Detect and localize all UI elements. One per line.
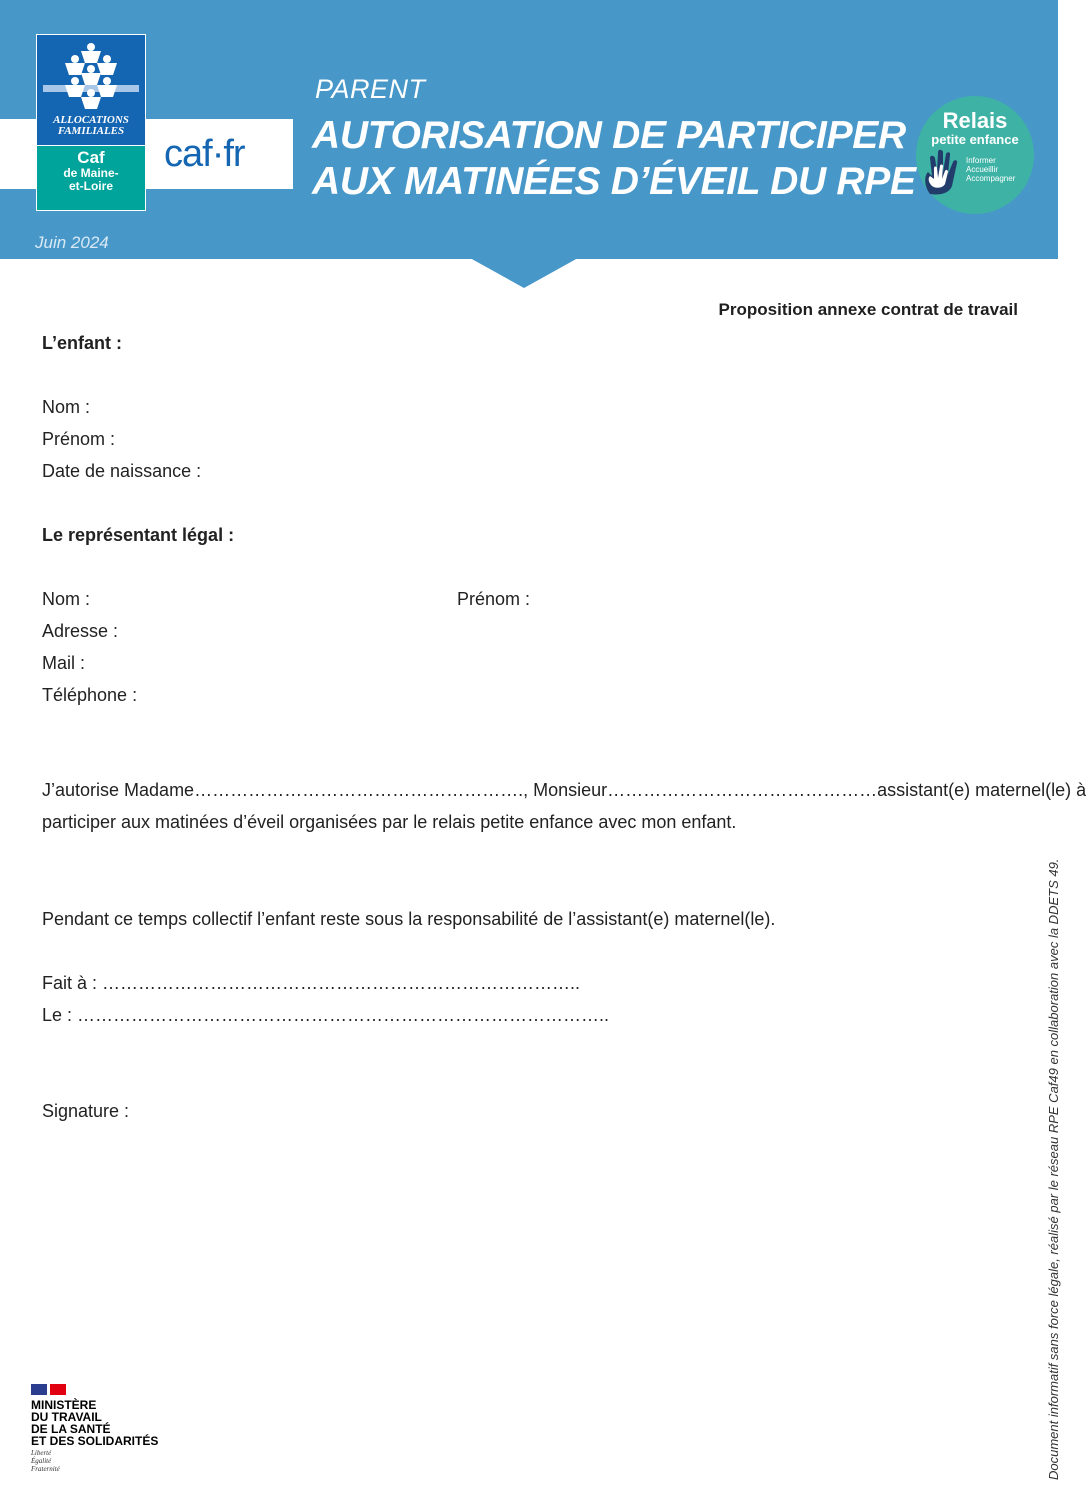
motto-fraternite: Fraternité <box>31 1465 60 1473</box>
rpe-logo <box>916 96 1034 214</box>
motto-liberte: Liberté <box>31 1449 52 1457</box>
caf-logo-top <box>37 35 145 145</box>
rpe-tag-informer: Informer <box>966 156 996 165</box>
date-field[interactable]: Le : …………………………………………………………………………….. <box>42 1005 610 1025</box>
caf-people-icon <box>57 41 125 111</box>
header-notch <box>470 258 578 288</box>
ministry-logo <box>31 1384 158 1473</box>
audience-kicker: PARENT <box>315 74 426 104</box>
ministry-line-4: ET DES SOLIDARITÉS <box>31 1434 159 1448</box>
ministry-line-1: MINISTÈRE <box>31 1398 97 1412</box>
caf-website-logo: caf·fr <box>164 133 245 175</box>
motto-egalite: Égalité <box>31 1457 52 1465</box>
guardian-mail-field[interactable]: Mail : <box>42 653 86 673</box>
guardian-adresse-field[interactable]: Adresse : <box>42 621 119 641</box>
guardian-nom-field[interactable]: Nom : <box>42 589 91 609</box>
legal-disclaimer: Document informatif sans force légale, réalisé par le réseau RPE Caf49 en collaboration avec la DDETS 49. <box>1046 858 1061 1480</box>
ministry-line-3: DE LA SANTÉ <box>31 1422 111 1436</box>
ministry-name <box>31 1399 158 1447</box>
authorization-paragraph <box>42 774 1086 838</box>
guardian-section-heading: Le représentant légal : <box>42 525 235 545</box>
page-title <box>312 113 916 205</box>
ministry-line-2: DU TRAVAIL <box>31 1410 102 1424</box>
child-prenom-field[interactable]: Prénom : <box>42 429 116 449</box>
signature-field[interactable]: Signature : <box>42 1101 130 1121</box>
guardian-telephone-field[interactable]: Téléphone : <box>42 685 138 705</box>
french-flag-icon <box>31 1384 158 1395</box>
responsibility-statement: Pendant ce temps collectif l’enfant reste sous la responsabilité de l’assistant(e) maternel(le). <box>42 909 776 929</box>
rpe-tag-accueillir: Accueillir <box>966 165 999 174</box>
document-date: Juin 2024 <box>35 233 109 252</box>
child-birthdate-field[interactable]: Date de naissance : <box>42 461 202 481</box>
flag-blue <box>31 1384 47 1395</box>
rpe-logo-subtitle: petite enfance <box>931 132 1019 147</box>
child-section-heading: L’enfant : <box>42 333 122 353</box>
caf-logo-allocations <box>37 115 145 137</box>
guardian-prenom-field[interactable]: Prénom : <box>457 589 531 609</box>
rpe-tag-accompagner: Accompagner <box>966 174 1016 183</box>
title-line-1: AUTORISATION DE PARTICIPER <box>312 114 906 157</box>
caf-logo-caf: Caf <box>77 148 105 167</box>
caf-logo-bottom <box>37 146 145 210</box>
caf-logo-dept2: et-Loire <box>68 179 113 193</box>
annex-label: Proposition annexe contrat de travail <box>718 300 1018 319</box>
authorization-line-1[interactable]: J’autorise Madame………………………………………………., Monsieur………………………………………assistant(e) maternel(le) à <box>42 780 1086 800</box>
rpe-logo-tags <box>966 156 1015 183</box>
title-line-2: AUX MATINÉES D’ÉVEIL DU RPE <box>312 160 916 203</box>
hands-icon <box>922 146 962 196</box>
authorization-line-2: participer aux matinées d’éveil organisées par le relais petite enfance avec mon enfant. <box>42 812 737 832</box>
caf-logo <box>36 34 146 211</box>
caf-logo-line2: FAMILIALES <box>57 125 125 137</box>
republic-motto <box>31 1449 158 1473</box>
child-nom-field[interactable]: Nom : <box>42 397 91 417</box>
caf-logo-dept1: de Maine- <box>63 166 119 180</box>
rpe-logo-title: Relais <box>942 108 1008 133</box>
flag-red <box>50 1384 66 1395</box>
fait-a-field[interactable]: Fait à : …………………………………………………………………….. <box>42 973 581 993</box>
caf-logo-line1: ALLOCATIONS <box>53 114 129 126</box>
